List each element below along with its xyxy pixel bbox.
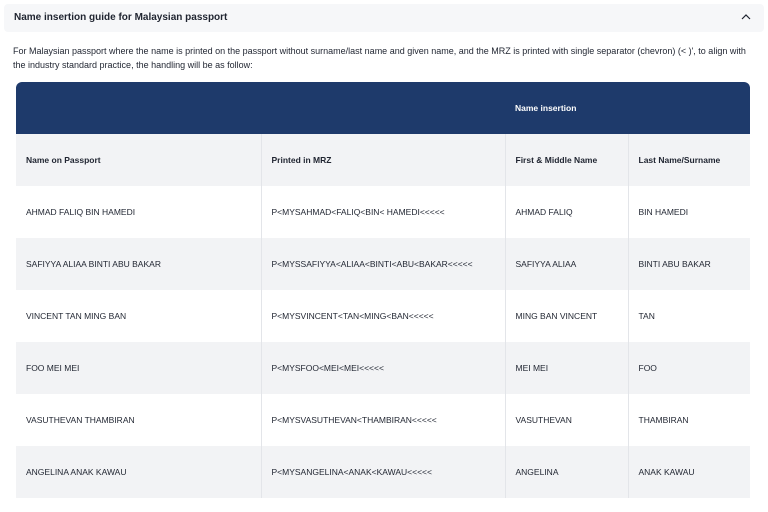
group-header-name-insertion: Name insertion	[505, 82, 750, 134]
table-row	[16, 446, 750, 498]
cell-last-name: TAN	[628, 290, 750, 342]
column-header-printed-in-mrz: Printed in MRZ	[261, 134, 505, 186]
cell-last-name: BINTI ABU BAKAR	[628, 238, 750, 290]
column-header-last-name: Last Name/Surname	[628, 134, 750, 186]
cell-name-on-passport: AHMAD FALIQ BIN HAMEDI	[16, 186, 261, 238]
cell-last-name: ANAK KAWAU	[628, 446, 750, 498]
cell-mrz: P<MYSANGELINA<ANAK<KAWAU<<<<<	[261, 446, 505, 498]
cell-mrz: P<MYSVINCENT<TAN<MING<BAN<<<<<	[261, 290, 505, 342]
section-intro: For Malaysian passport where the name is printed on the passport without surname/last name and given name, and the MRZ is printed with single separator (chevron) (< )', to align with the industry standard practice, the handling will be as follow:	[13, 46, 746, 70]
cell-name-on-passport: VINCENT TAN MING BAN	[16, 290, 261, 342]
table-row	[16, 290, 750, 342]
chevron-up-icon[interactable]	[740, 11, 752, 23]
cell-first-middle-name: VASUTHEVAN	[505, 394, 628, 446]
table-row	[16, 186, 750, 238]
table-row	[16, 342, 750, 394]
cell-first-middle-name: ANGELINA	[505, 446, 628, 498]
cell-name-on-passport: SAFIYYA ALIAA BINTI ABU BAKAR	[16, 238, 261, 290]
cell-first-middle-name: AHMAD FALIQ	[505, 186, 628, 238]
section-title: Name insertion guide for Malaysian passport	[14, 12, 228, 23]
cell-first-middle-name: SAFIYYA ALIAA	[505, 238, 628, 290]
cell-last-name: BIN HAMEDI	[628, 186, 750, 238]
table-group-header-row	[16, 82, 750, 134]
table-row	[16, 238, 750, 290]
column-header-first-middle-name: First & Middle Name	[505, 134, 628, 186]
cell-mrz: P<MYSSAFIYYA<ALIAA<BINTI<ABU<BAKAR<<<<<	[261, 238, 505, 290]
cell-name-on-passport: FOO MEI MEI	[16, 342, 261, 394]
cell-mrz: P<MYSVASUTHEVAN<THAMBIRAN<<<<<	[261, 394, 505, 446]
table-row	[16, 394, 750, 446]
accordion-header[interactable]	[4, 4, 764, 32]
cell-name-on-passport: VASUTHEVAN THAMBIRAN	[16, 394, 261, 446]
cell-first-middle-name: MEI MEI	[505, 342, 628, 394]
group-header-spacer	[16, 82, 261, 134]
cell-last-name: FOO	[628, 342, 750, 394]
cell-mrz: P<MYSFOO<MEI<MEI<<<<<	[261, 342, 505, 394]
group-header-spacer	[261, 82, 505, 134]
name-insertion-table	[16, 82, 750, 498]
column-header-name-on-passport: Name on Passport	[16, 134, 261, 186]
table-column-header-row	[16, 134, 750, 186]
cell-last-name: THAMBIRAN	[628, 394, 750, 446]
cell-name-on-passport: ANGELINA ANAK KAWAU	[16, 446, 261, 498]
cell-mrz: P<MYSAHMAD<FALIQ<BIN< HAMEDI<<<<<	[261, 186, 505, 238]
cell-first-middle-name: MING BAN VINCENT	[505, 290, 628, 342]
